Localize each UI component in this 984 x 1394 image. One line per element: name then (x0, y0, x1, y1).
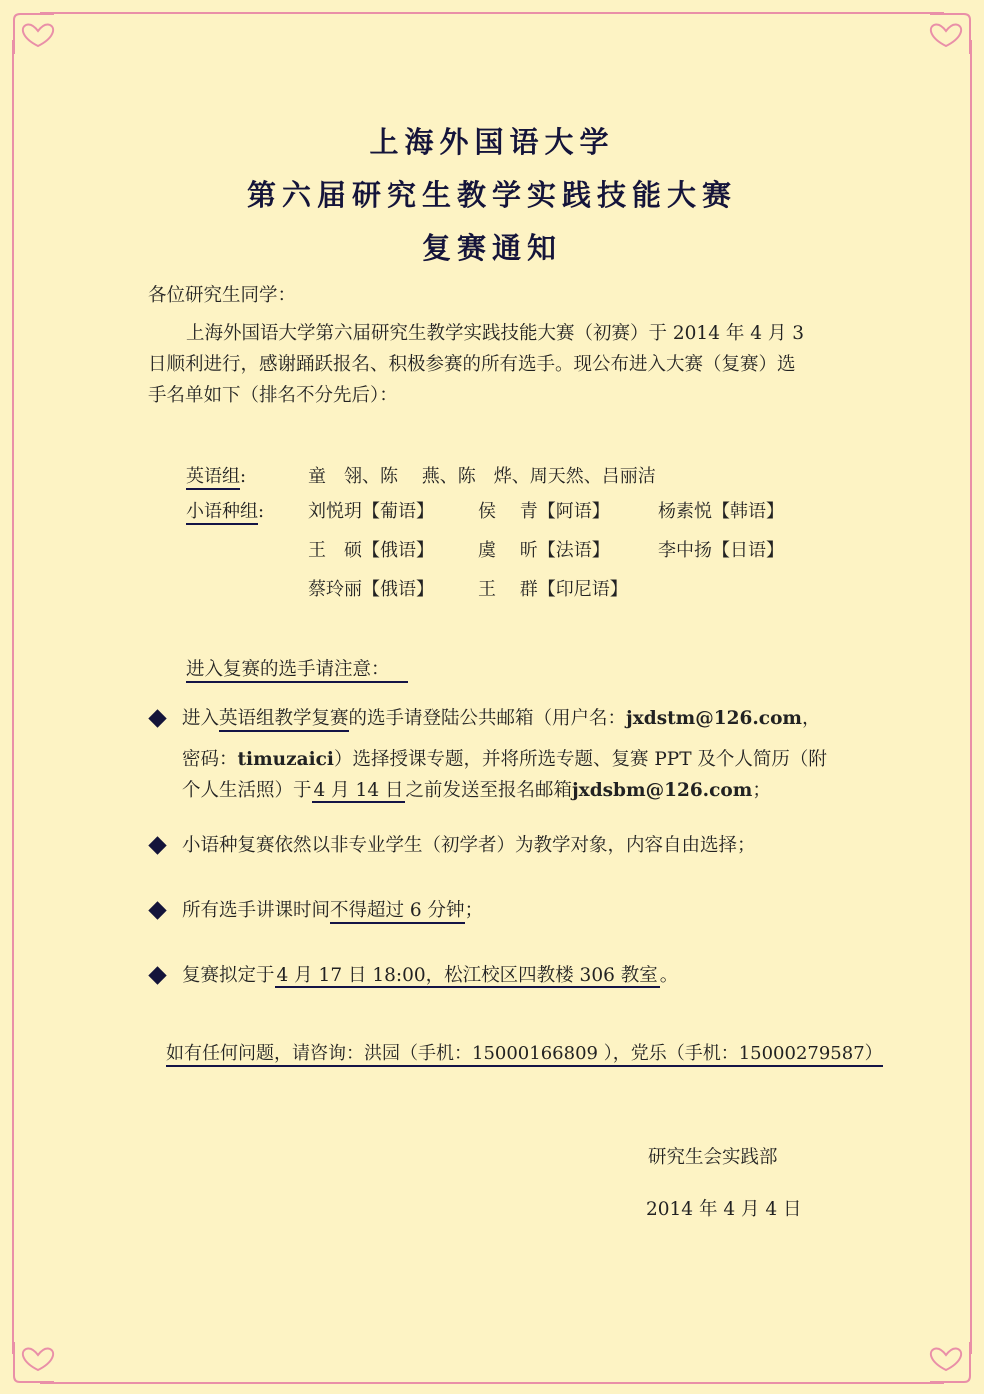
minor-group-entry: 王 群【印尼语】 (478, 579, 628, 600)
intro-line-2: 日顺利进行，感谢踊跃报名、积极参赛的所有选手。现公布进入大赛（复赛）选 (148, 354, 796, 375)
greeting: 各位研究生同学： (148, 285, 297, 306)
bullet-1-line-2 (182, 744, 827, 775)
signature-date: 2014 年 4 月 4 日 (646, 1199, 802, 1220)
heart-corner-icon (928, 1340, 972, 1384)
bullet-4-end: 。 (659, 965, 679, 986)
bullet-3 (182, 895, 483, 926)
bullet-1-highlight: 英语组教学复赛 (219, 708, 349, 732)
frame-bottom-border (40, 1382, 944, 1384)
minor-group-label (186, 497, 264, 523)
contact-text: 如有任何问题，请咨询：洪园（手机：15000166809 ），党乐（手机：15000279587） (166, 1043, 883, 1067)
contact-info (166, 1038, 883, 1069)
page-title-competition: 第六届研究生教学实践技能大赛 (246, 178, 737, 212)
minor-group-entry: 李中扬【日语】 (658, 540, 784, 561)
english-group-colon: : (240, 466, 247, 487)
intro-line-3: 手名单如下（排名不分先后）： (148, 385, 398, 406)
bullet-diamond-icon (148, 709, 166, 727)
minor-group-entry: 刘悦玥【葡语】 (308, 501, 434, 522)
bullet-diamond-icon (148, 836, 166, 854)
english-group-label (186, 462, 246, 488)
notice-heading (186, 654, 408, 685)
minor-group-entry: 杨素悦【韩语】 (658, 501, 784, 522)
bullet-1-post: 的选手请登陆公共邮箱（用户名： (348, 708, 627, 729)
bullet-3-end: ； (464, 900, 484, 921)
bullet-3-pre: 所有选手讲课时间 (182, 900, 331, 921)
notice-heading-text: 进入复赛的选手请注意： (186, 659, 408, 683)
minor-group-colon: : (258, 501, 265, 522)
submission-email: jxdsbm@126.com (571, 780, 753, 801)
bullet-2: 小语种复赛依然以非专业学生（初学者）为教学对象，内容自由选择； (182, 835, 756, 856)
bullet-1-line-3 (182, 775, 771, 806)
heart-corner-icon (12, 12, 56, 56)
minor-group-entry: 蔡玲丽【俄语】 (308, 579, 434, 600)
bullet-4 (182, 960, 678, 991)
bullet-diamond-icon (148, 966, 166, 984)
bullet-1-pre: 进入 (182, 708, 220, 729)
intro-line-1: 上海外国语大学第六届研究生教学实践技能大赛（初赛）于 2014 年 4 月 3 (186, 323, 805, 344)
password-label: 密码： (182, 749, 238, 770)
final-time-location: 4 月 17 日 18:00，松江校区四教楼 306 教室 (276, 965, 658, 986)
bullet-diamond-icon (148, 901, 166, 919)
frame-top-border (40, 12, 944, 14)
signature-department: 研究生会实践部 (648, 1147, 778, 1168)
minor-group-entry: 虞 昕【法语】 (478, 540, 610, 561)
bullet-1-comma: ， (801, 708, 821, 729)
heart-corner-icon (928, 12, 972, 56)
bullet-1-line-3-pre: 个人生活照）于 (182, 780, 312, 801)
page-title-university: 上海外国语大学 (369, 125, 615, 159)
minor-group-label-text: 小语种组 (186, 501, 258, 525)
time-limit: 不得超过 6 分钟 (330, 900, 465, 924)
bullet-1-line-1 (182, 703, 821, 734)
bullet-1-line-2-text: ）选择授课专题，并将所选专题、复赛 PPT 及个人简历（附 (333, 749, 827, 770)
english-group-names: 童 翎、陈 燕、陈 烨、周天然、吕丽洁 (308, 466, 656, 487)
english-group-label-text: 英语组 (186, 466, 240, 490)
page-title-notice: 复赛通知 (421, 231, 562, 265)
heart-corner-icon (12, 1340, 56, 1384)
bullet-1-line-3-mid: 之前发送至报名邮箱 (405, 780, 572, 801)
public-email-user: jxdstm@126.com (626, 708, 802, 729)
bullet-1-end: ； (752, 780, 771, 801)
minor-group-entry: 王 硕【俄语】 (308, 540, 434, 561)
bullet-4-pre: 复赛拟定于 (182, 965, 275, 986)
password-value: timuzaici (237, 749, 334, 770)
minor-group-entry: 侯 青【阿语】 (478, 501, 610, 522)
deadline-date: 4 月 14 日 (313, 780, 404, 801)
